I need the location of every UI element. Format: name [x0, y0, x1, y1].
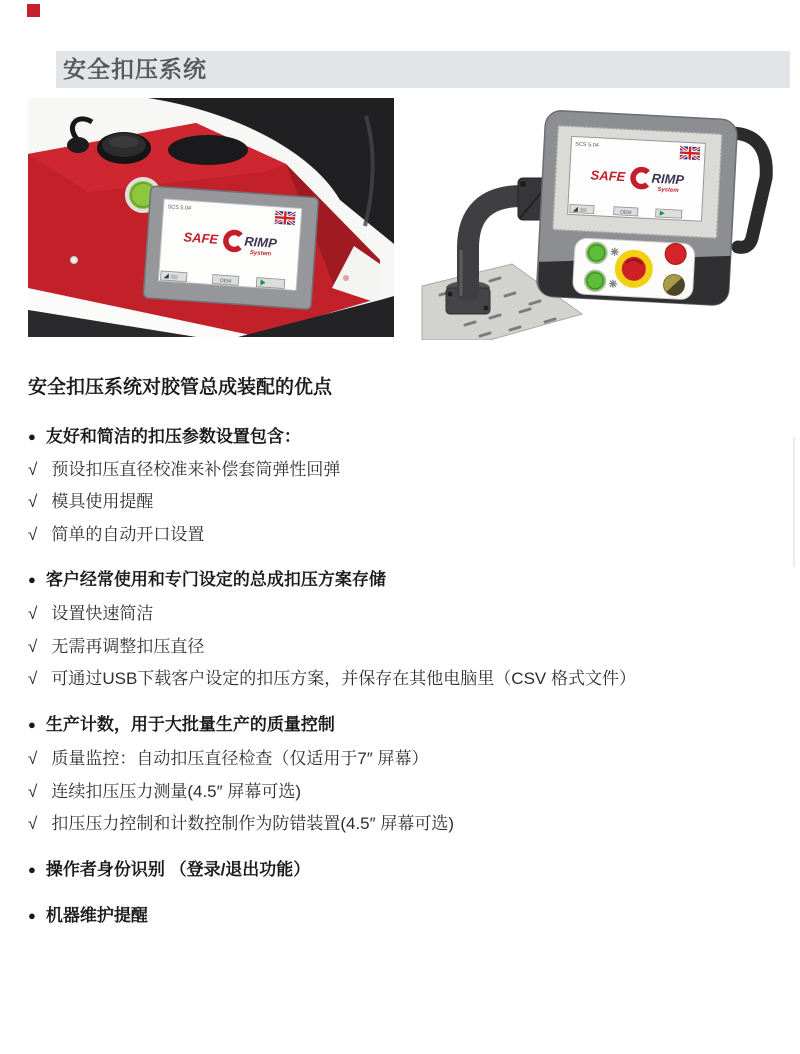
- bolt: [484, 306, 489, 311]
- port-cover: [168, 135, 248, 165]
- touchscreen: [143, 186, 318, 309]
- screen-version-text: SCS 5.04: [575, 141, 599, 149]
- feature-item: [28, 458, 340, 481]
- bullet-icon: ●: [28, 572, 36, 587]
- screw: [343, 275, 349, 281]
- uk-flag-icon: [680, 146, 701, 160]
- machine-photo: [28, 98, 394, 337]
- feature-bullet: [28, 568, 386, 591]
- feature-text: 可通过USB下载客户设定的扣压方案，并保存在其他电脑里（CSV 格式文件）: [51, 669, 636, 688]
- check-icon: √: [28, 637, 38, 656]
- feature-bullet: [28, 713, 335, 736]
- screw: [71, 257, 78, 264]
- check-icon: √: [28, 460, 38, 479]
- pendant-photo: [420, 100, 780, 340]
- bullet-icon: ●: [28, 429, 36, 444]
- feature-item: [28, 780, 301, 803]
- feature-text: 预设扣压直径校准来补偿套筒弹性回弹: [51, 460, 341, 479]
- check-icon: √: [28, 525, 38, 544]
- benefits-heading: 安全扣压系统对胶管总成装配的优点: [28, 377, 333, 398]
- feature-text: 客户经常使用和专门设定的总成扣压方案存储: [45, 570, 386, 589]
- feature-text: 模具使用提醒: [51, 492, 154, 511]
- feature-text: 机器维护提醒: [45, 906, 148, 925]
- feature-item: [28, 490, 153, 513]
- uk-flag-icon: [275, 211, 296, 225]
- lamp-icon: [609, 280, 617, 288]
- page-title: 安全扣压系统: [63, 56, 207, 82]
- feature-item: [28, 523, 204, 546]
- page-edge-line: [793, 437, 795, 567]
- feature-text: 友好和简洁的扣压参数设置包含：: [45, 427, 301, 446]
- feature-bullet: [28, 904, 148, 927]
- bolt: [520, 181, 526, 187]
- feature-item: [28, 747, 429, 770]
- feature-text: 操作者身份识别 （登录/退出功能）: [45, 860, 311, 879]
- bullet-icon: ●: [28, 862, 36, 877]
- bolt: [448, 292, 453, 297]
- control-pendant: [536, 110, 737, 306]
- section-header: [56, 51, 790, 88]
- feature-text: 简单的自动开口设置: [51, 525, 205, 544]
- check-icon: √: [28, 492, 38, 511]
- check-icon: √: [28, 782, 38, 801]
- feature-text: 扣压压力控制和计数控制作为防错装置(4.5″ 屏幕可选): [51, 814, 455, 833]
- svg-text:System: System: [657, 186, 679, 195]
- svg-text:SAFE: SAFE: [590, 167, 626, 185]
- svg-text:System: System: [249, 250, 272, 258]
- red-button: [665, 243, 687, 265]
- check-icon: √: [28, 814, 38, 833]
- feature-text: 设置快速简洁: [51, 604, 154, 623]
- page-corner-marker: [27, 4, 40, 17]
- feature-text: 生产计数，用于大批量生产的质量控制: [45, 715, 335, 734]
- svg-text:RIMP: RIMP: [243, 233, 278, 251]
- svg-text:RIMP: RIMP: [651, 170, 685, 188]
- feature-item: [28, 635, 204, 658]
- feature-bullet: [28, 425, 301, 448]
- svg-text:SAFE: SAFE: [183, 229, 219, 247]
- bullet-icon: ●: [28, 717, 36, 732]
- feature-bullet: [28, 858, 310, 881]
- check-icon: √: [28, 669, 38, 688]
- feature-text: 质量监控：自动扣压直径检查（仅适用于7″ 屏幕）: [51, 749, 429, 768]
- bullet-icon: ●: [28, 908, 36, 923]
- check-icon: √: [28, 749, 38, 768]
- feature-item: [28, 812, 454, 835]
- svg-text:OEM: OEM: [219, 278, 232, 285]
- screen-version-text: SCS 5.04: [167, 204, 192, 212]
- svg-text:OEM: OEM: [619, 209, 632, 217]
- feature-item: [28, 602, 153, 625]
- lamp-icon: [610, 248, 618, 256]
- feature-text: 无需再调整扣压直径: [51, 637, 205, 656]
- check-icon: √: [28, 604, 38, 623]
- feature-item: [28, 667, 636, 690]
- feature-text: 连续扣压压力测量(4.5″ 屏幕可选): [51, 782, 302, 801]
